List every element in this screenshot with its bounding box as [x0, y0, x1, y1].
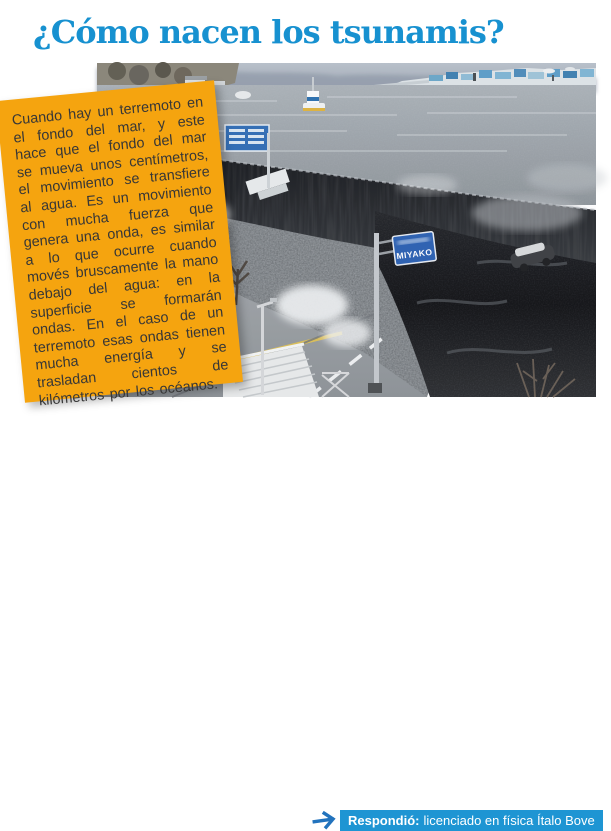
- road-sign-label: MIYAKO: [395, 246, 434, 262]
- arrow-icon: [312, 809, 340, 829]
- answered-by-label: Respondió:: [348, 813, 420, 828]
- explanation-note: [0, 80, 243, 409]
- answered-by-bar: [340, 810, 603, 831]
- page-title: ¿Cómo nacen los tsunamis?: [33, 13, 504, 51]
- explanation-text: Cuando hay un terremoto en el fondo del mar, y este hace que el fondo del mar se mueva unos centímetros, el movimiento se transfiere al agua. Es un movimiento con mucha fuerza que genera una onda, es similar a lo que ocurre cuando movés bruscamente la mano debajo del agua: en la superficie se formarán ondas. En el caso de un terremoto esas ondas tienen mucha energía y se trasladan cientos de kilómetros por los océanos.: [11, 94, 230, 409]
- answered-by-value: licenciado en física Ítalo Bove: [423, 813, 595, 828]
- footer: [0, 404, 611, 828]
